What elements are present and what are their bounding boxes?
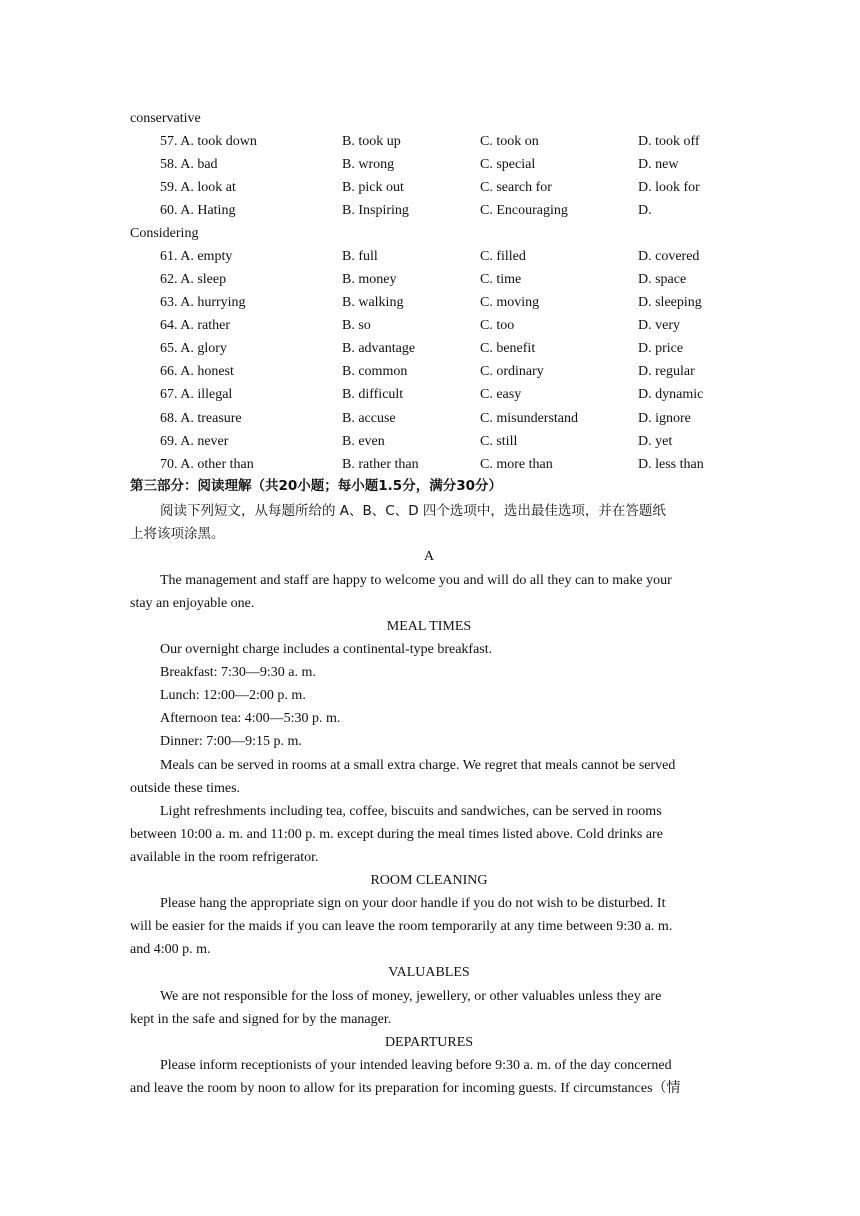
q60-option-d-wrap: Considering: [130, 226, 199, 241]
option-a: 58. A. bad: [160, 157, 218, 172]
option-a: 66. A. honest: [160, 364, 234, 379]
option-c: C. moving: [480, 295, 540, 310]
option-d: D. ignore: [638, 411, 691, 426]
option-c: C. Encouraging: [480, 203, 568, 218]
refresh-line-3: available in the room refrigerator.: [130, 850, 319, 865]
option-b: B. advantage: [342, 341, 416, 356]
option-a: 61. A. empty: [160, 249, 233, 264]
option-d: D. yet: [638, 434, 673, 449]
option-b: B. common: [342, 364, 408, 379]
option-c: C. time: [480, 272, 522, 287]
option-a: 67. A. illegal: [160, 387, 233, 402]
option-b: B. so: [342, 318, 371, 333]
meal-note: Our overnight charge includes a continental-type breakfast.: [160, 642, 493, 657]
option-d: D. price: [638, 341, 684, 356]
option-c: C. search for: [480, 180, 552, 195]
option-a: 65. A. glory: [160, 341, 227, 356]
option-b: B. wrong: [342, 157, 395, 172]
passage-label: A: [423, 549, 435, 564]
room-cleaning-title: ROOM CLEANING: [370, 873, 488, 888]
option-a: 63. A. hurrying: [160, 295, 246, 310]
refresh-line-2: between 10:00 a. m. and 11:00 p. m. except during the meal times listed above. Cold drinks are: [130, 827, 663, 842]
departures-line-2: and leave the room by noon to allow for its preparation for incoming guests. If circumstances（情: [130, 1081, 681, 1096]
option-d: D. less than: [638, 457, 704, 472]
option-c: C. still: [480, 434, 518, 449]
cleaning-line-1: Please hang the appropriate sign on your door handle if you do not wish to be disturbed. It: [160, 896, 666, 911]
option-b: B. even: [342, 434, 385, 449]
valuables-title: VALUABLES: [388, 965, 470, 980]
tea-time: Afternoon tea: 4:00—5:30 p. m.: [160, 711, 341, 726]
option-b: B. Inspiring: [342, 203, 409, 218]
carryover-word: conservative: [130, 111, 201, 126]
option-d: D. sleeping: [638, 295, 702, 310]
option-b: B. pick out: [342, 180, 404, 195]
refresh-line-1: Light refreshments including tea, coffee, biscuits and sandwiches, can be served in rooms: [160, 804, 662, 819]
valuables-line-1: We are not responsible for the loss of money, jewellery, or other valuables unless they are: [160, 989, 662, 1004]
option-a: 68. A. treasure: [160, 411, 242, 426]
option-c: C. more than: [480, 457, 553, 472]
option-d: D. new: [638, 157, 679, 172]
option-d: D. took off: [638, 134, 700, 149]
cleaning-line-2: will be easier for the maids if you can leave the room temporarily at any time between 9:30 a. m.: [130, 919, 673, 934]
option-c: C. misunderstand: [480, 411, 578, 426]
option-c: C. benefit: [480, 341, 536, 356]
option-a: 64. A. rather: [160, 318, 230, 333]
option-b: B. rather than: [342, 457, 419, 472]
option-c: C. too: [480, 318, 515, 333]
dinner-time: Dinner: 7:00—9:15 p. m.: [160, 734, 302, 749]
option-a: 62. A. sleep: [160, 272, 227, 287]
option-d: D. look for: [638, 180, 700, 195]
intro-line-2: stay an enjoyable one.: [130, 596, 255, 611]
option-a: 60. A. Hating: [160, 203, 236, 218]
option-a: 57. A. took down: [160, 134, 257, 149]
instruction-line-1: 阅读下列短文，从每题所给的 A、B、C、D 四个选项中，选出最佳选项，并在答题纸: [160, 503, 666, 519]
option-d: D. dynamic: [638, 387, 704, 402]
option-b: B. took up: [342, 134, 401, 149]
meals-line-2: outside these times.: [130, 781, 241, 796]
breakfast-time: Breakfast: 7:30—9:30 a. m.: [160, 665, 316, 680]
meal-times-title: MEAL TIMES: [386, 619, 472, 634]
option-c: C. ordinary: [480, 364, 544, 379]
option-a: 69. A. never: [160, 434, 229, 449]
option-c: C. filled: [480, 249, 526, 264]
cleaning-line-3: and 4:00 p. m.: [130, 942, 211, 957]
option-b: B. money: [342, 272, 397, 287]
option-b: B. accuse: [342, 411, 396, 426]
option-b: B. full: [342, 249, 378, 264]
valuables-line-2: kept in the safe and signed for by the manager.: [130, 1012, 392, 1027]
option-c: C. took on: [480, 134, 539, 149]
option-a: 59. A. look at: [160, 180, 236, 195]
option-c: C. easy: [480, 387, 522, 402]
lunch-time: Lunch: 12:00—2:00 p. m.: [160, 688, 306, 703]
departures-line-1: Please inform receptionists of your intended leaving before 9:30 a. m. of the day concerned: [160, 1058, 672, 1073]
option-d: D. regular: [638, 364, 695, 379]
option-d: D. covered: [638, 249, 700, 264]
option-a: 70. A. other than: [160, 457, 254, 472]
option-d: D. space: [638, 272, 687, 287]
instruction-line-2: 上将该项涂黑。: [130, 526, 225, 542]
option-c: C. special: [480, 157, 536, 172]
option-d: D. very: [638, 318, 680, 333]
intro-line-1: The management and staff are happy to welcome you and will do all they can to make your: [160, 573, 672, 588]
option-d: D.: [638, 203, 652, 218]
section-heading: 第三部分：阅读理解（共20小题；每小题1.5分，满分30分）: [130, 478, 502, 494]
departures-title: DEPARTURES: [384, 1035, 474, 1050]
option-b: B. difficult: [342, 387, 404, 402]
meals-line-1: Meals can be served in rooms at a small extra charge. We regret that meals cannot be served: [160, 758, 676, 773]
option-b: B. walking: [342, 295, 404, 310]
